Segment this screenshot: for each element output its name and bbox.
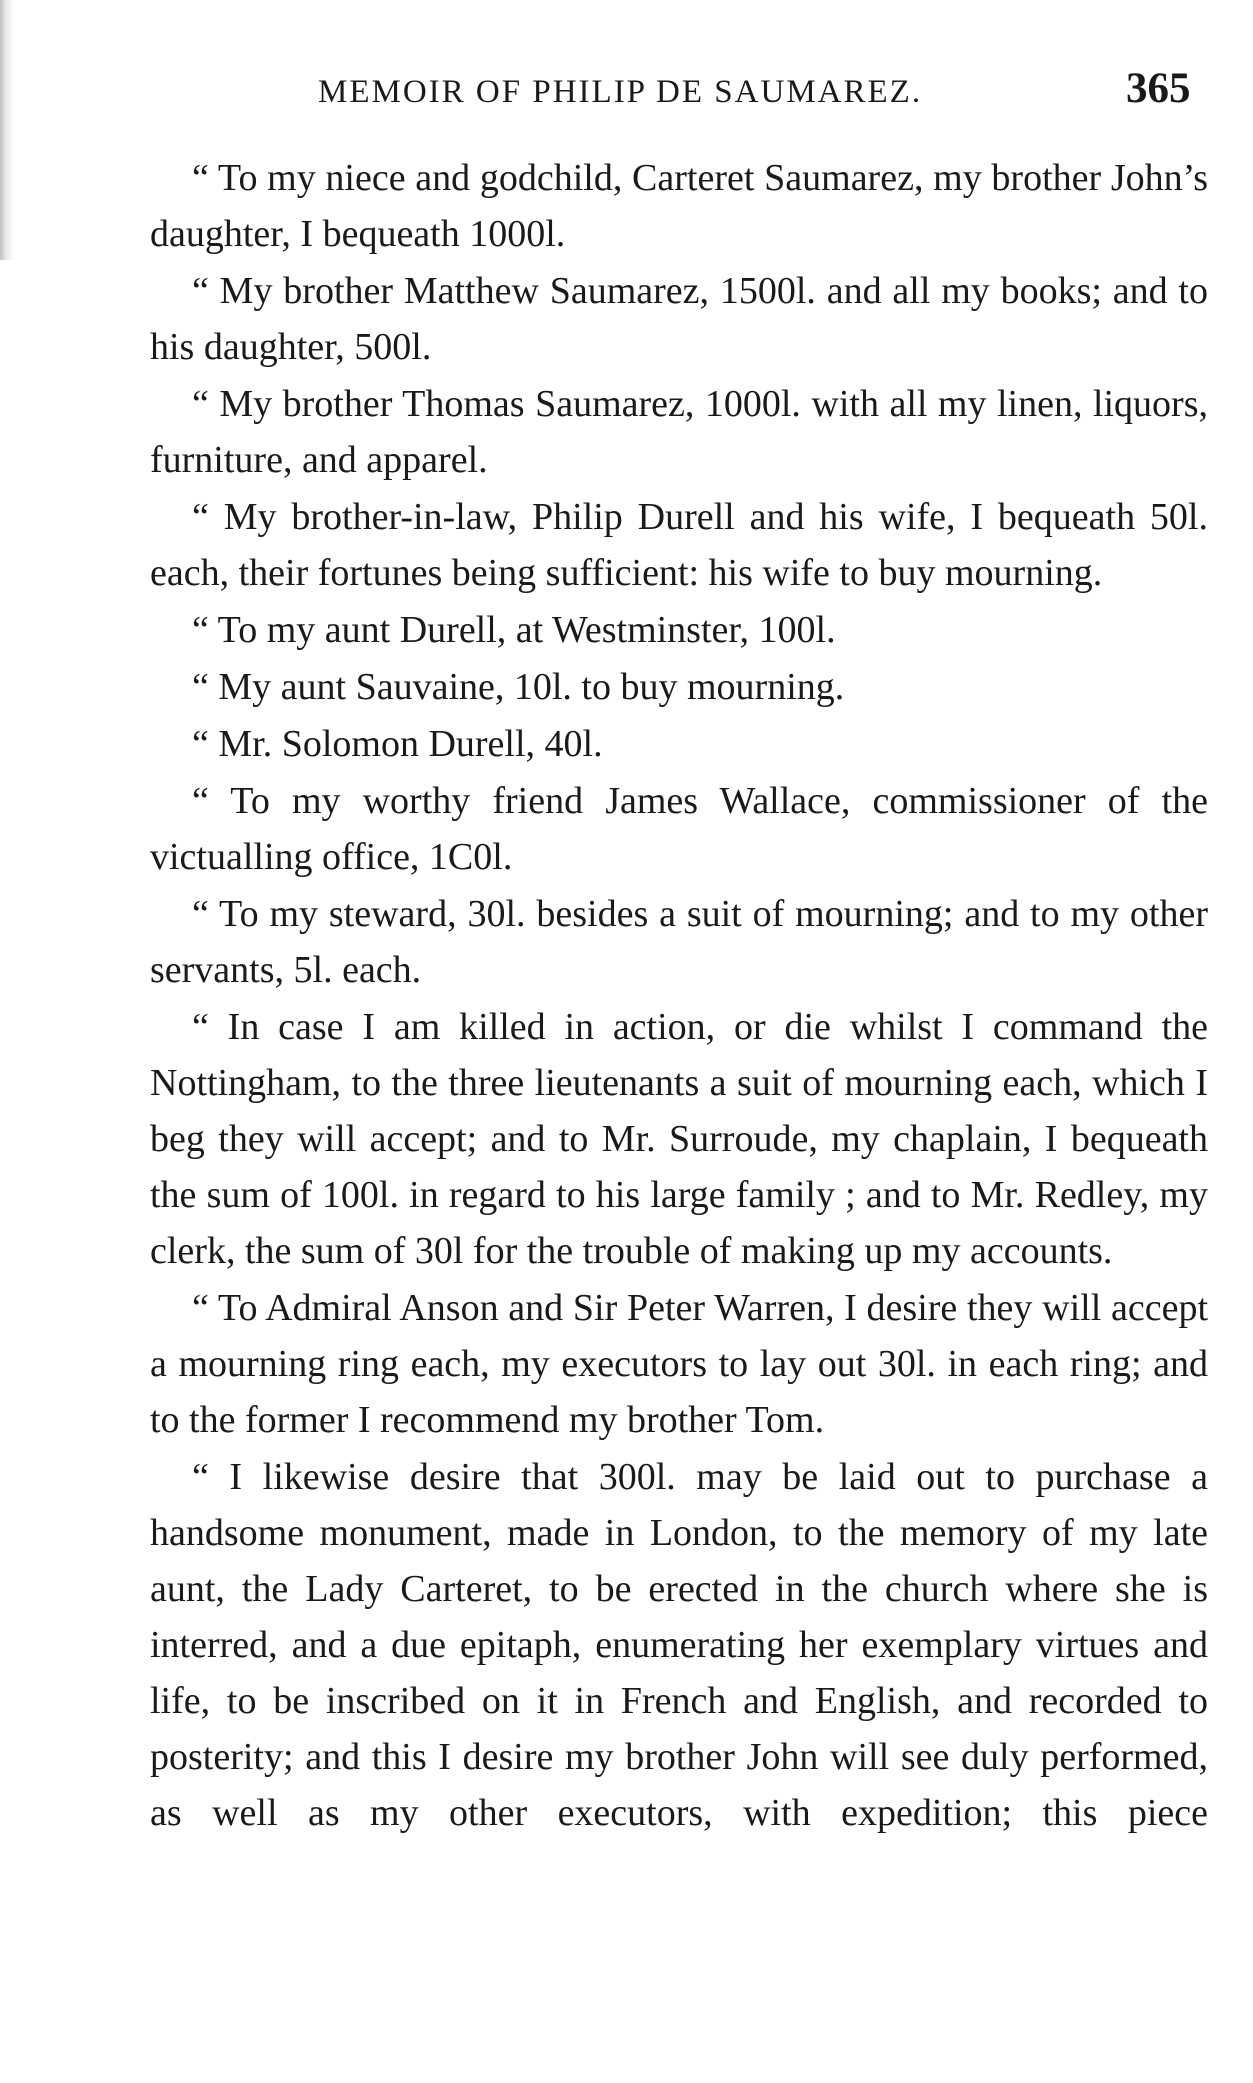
running-head: MEMOIR OF PHILIP DE SAUMAREZ. [318, 74, 923, 110]
page-header [0, 64, 1253, 124]
paragraph: “ To my steward, 30l. besides a suit of mourning; and to my other servants, 5l. each. [150, 893, 1208, 991]
body-text [150, 150, 1208, 1842]
paragraph: “ To my aunt Durell, at Westminster, 100l. [192, 609, 836, 651]
paragraph: “ My brother Thomas Saumarez, 1000l. with all my linen, liquors, furniture, and apparel. [150, 383, 1208, 481]
page-edge-shadow [0, 0, 14, 260]
paragraph: “ In case I am killed in action, or die whilst I command the Nottingham, to the three lieutenants a suit of mourning each, which I beg they will accept; and to Mr. Surroude, my chaplain, I bequeath the sum of 100l. in regard to his large family ; and to Mr. Redley, my clerk, the sum of 30l for the trouble of making up my accounts. [150, 1006, 1208, 1272]
paragraph: “ My aunt Sauvaine, 10l. to buy mourning. [192, 666, 845, 708]
paragraph: “ To Admiral Anson and Sir Peter Warren, I desire they will accept a mourning ring each, my executors to lay out 30l. in each ring; and to the former I recommend my brother Tom. [150, 1287, 1208, 1441]
paragraph: “ To my worthy friend James Wallace, commissioner of the victualling office, 1C0l. [150, 780, 1208, 878]
paragraph: “ My brother Matthew Saumarez, 1500l. and all my books; and to his daughter, 500l. [150, 270, 1208, 368]
page-number: 365 [1126, 65, 1191, 112]
paragraph: “ My brother-in-law, Philip Durell and his wife, I bequeath 50l. each, their fortunes being sufficient: his wife to buy mourning. [150, 496, 1208, 594]
paragraph: “ To my niece and godchild, Carteret Saumarez, my brother John’s daughter, I bequeath 1000l. [150, 157, 1208, 255]
paragraph: “ Mr. Solomon Durell, 40l. [192, 723, 603, 765]
paragraph: “ I likewise desire that 300l. may be laid out to purchase a handsome monument, made in London, to the memory of my late aunt, the Lady Carteret, to be erected in the church where she is interred, and a due epitaph, enumerating her exemplary virtues and life, to be inscribed on it in French and English, and recorded to posterity; and this I desire my brother John will see duly performed, as well as my other executors, with expedition; this piece [150, 1456, 1208, 1834]
